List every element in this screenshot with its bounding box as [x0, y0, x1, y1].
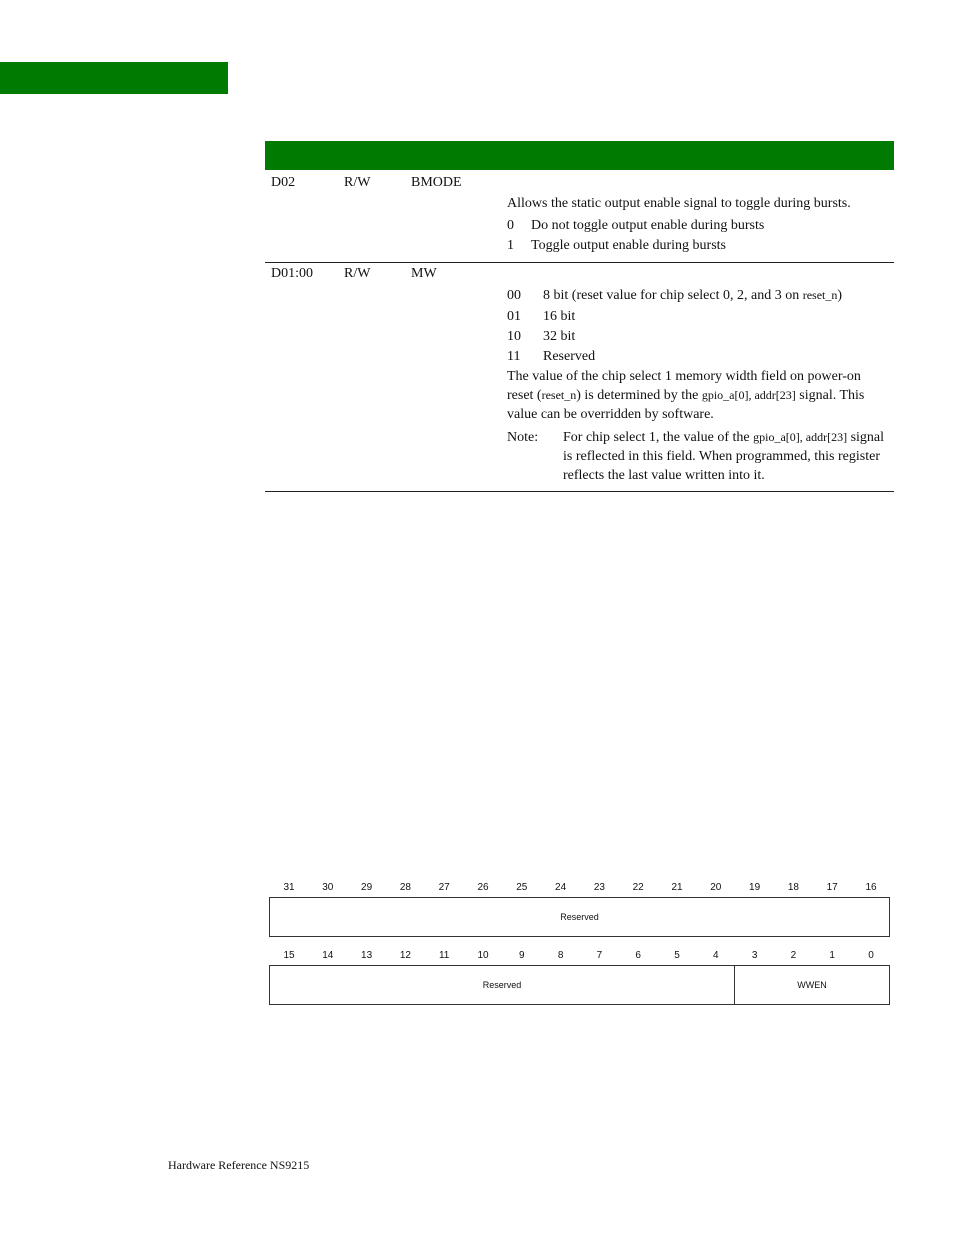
bit-number: 15: [283, 950, 295, 961]
register-field-reserved-lower: Reserved: [269, 965, 735, 1005]
row1-option2-text: Toggle output enable during bursts: [531, 238, 726, 253]
register-field-reserved-upper: Reserved: [269, 897, 890, 937]
row2-para-line3: value can be overridden by software.: [507, 407, 714, 422]
bit-number: 6: [635, 950, 641, 961]
reset-signal-name: reset_n: [802, 288, 838, 302]
bit-number: 23: [593, 882, 605, 893]
row1-mnemonic: BMODE: [411, 175, 462, 190]
reset-signal-name: reset_n: [541, 388, 577, 402]
bit-number: 4: [713, 950, 719, 961]
bit-number: 8: [557, 950, 564, 961]
register-field-wwen: WWEN: [734, 965, 890, 1005]
row2-para-line2: [507, 386, 864, 405]
bit-number: 0: [868, 950, 874, 961]
row2-option4-text: Reserved: [543, 349, 596, 364]
bit-number: 16: [865, 882, 877, 893]
row2-option1-text: 8 bit (reset value for chip select 0, 2, and 3 on: [543, 288, 803, 303]
bit-number: 3: [751, 950, 758, 961]
row1-option1-code: 0: [507, 218, 514, 233]
page-footer: Hardware Reference NS9215: [168, 1158, 310, 1172]
bit-number: 27: [438, 882, 450, 893]
bit-number: 10: [477, 950, 489, 961]
bit-number: 25: [516, 882, 528, 893]
row2-option3-code: 10: [507, 329, 521, 344]
row1-description: Allows the static output enable signal to toggle during bursts.: [507, 196, 851, 211]
bit-number: 12: [399, 950, 411, 961]
note-line2: is reflected in this field. When programmed, this register: [563, 449, 880, 464]
row1-bits: D02: [271, 175, 296, 190]
row2-option1-tail: ): [837, 288, 843, 303]
bit-number: 31: [283, 882, 295, 893]
bit-number: 14: [322, 950, 334, 961]
bit-number: 20: [710, 882, 722, 893]
row2-option2-code: 01: [507, 309, 521, 324]
para-text: reset (: [507, 388, 542, 403]
row-divider: [265, 262, 894, 263]
bit-number: 22: [632, 882, 644, 893]
bit-number: 13: [361, 950, 373, 961]
row2-access: R/W: [344, 266, 371, 281]
bit-number: 21: [671, 882, 683, 893]
para-text: signal. This: [795, 388, 865, 403]
row2-option1-code: 00: [507, 288, 521, 303]
bit-number: 30: [322, 882, 334, 893]
row2-para-line1: The value of the chip select 1 memory width field on power-on: [507, 369, 861, 384]
row1-access: R/W: [344, 175, 371, 190]
note-text: signal: [847, 430, 885, 445]
section-tab-bar: [0, 62, 228, 94]
bit-number: 5: [674, 950, 680, 961]
table-header-bar: [265, 141, 894, 170]
gpio-signal-name: gpio_a[0], addr[23]: [753, 430, 848, 444]
row2-bits: D01:00: [271, 266, 313, 281]
bit-number: 1: [829, 950, 835, 961]
bit-number: 11: [438, 950, 450, 961]
note-text: For chip select 1, the value of the: [563, 430, 754, 445]
row2-option1-line: [543, 286, 842, 305]
bit-number: 19: [749, 882, 761, 893]
note-line3: reflects the last value written into it.: [563, 468, 765, 483]
bit-number: 29: [361, 882, 373, 893]
note-label: Note:: [507, 430, 539, 445]
bit-number: 9: [519, 950, 525, 961]
row1-option1-text: Do not toggle output enable during bursts: [531, 218, 765, 233]
bit-number: 7: [596, 950, 603, 961]
row2-option2-text: 16 bit: [543, 309, 576, 324]
row2-option4-code: 11: [507, 349, 521, 364]
para-text: ) is determined by the: [576, 388, 702, 403]
bit-number: 26: [477, 882, 489, 893]
row1-option2-code: 1: [507, 238, 514, 253]
row2-mnemonic: MW: [411, 266, 437, 281]
bit-number: 2: [790, 950, 797, 961]
row2-option3-text: 32 bit: [543, 329, 576, 344]
gpio-signal-name: gpio_a[0], addr[23]: [701, 388, 796, 402]
bit-number: 18: [787, 882, 799, 893]
bit-number: 24: [555, 882, 567, 893]
bit-number: 28: [399, 882, 411, 893]
note-line1: [563, 428, 884, 447]
bit-number: 17: [826, 882, 838, 893]
table-bottom-rule: [265, 491, 894, 492]
